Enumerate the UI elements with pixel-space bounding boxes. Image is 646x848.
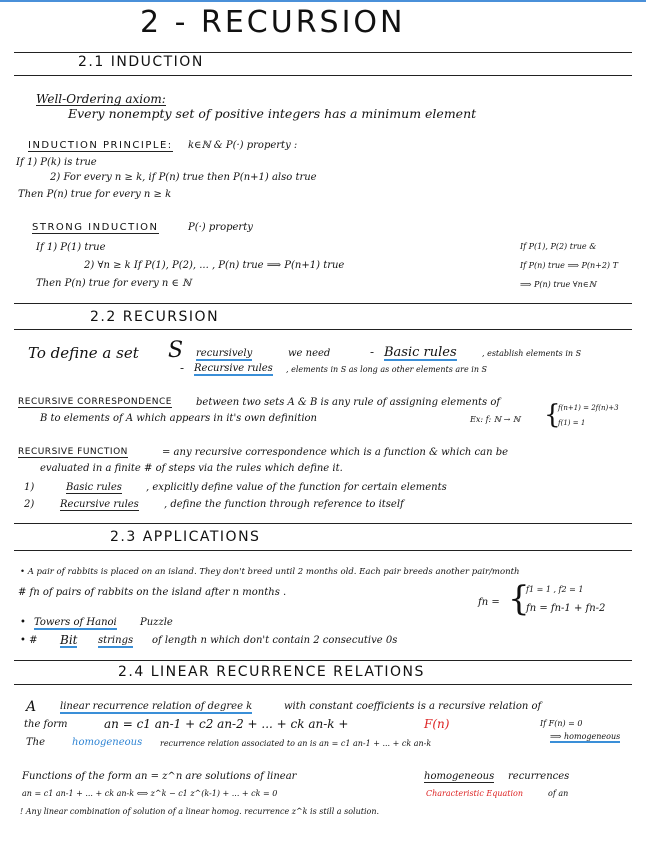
fn-case-2: fn = fn-1 + fn-2	[526, 603, 606, 614]
section-heading-linear: 2.4 LINEAR RECURRENCE RELATIONS	[118, 664, 425, 680]
app-bullet-3-hanoi: Towers of Hanoi	[34, 617, 117, 628]
ip-given: k∈ℕ & P(·) property :	[188, 140, 298, 151]
def-text-a: To define a set	[28, 344, 139, 362]
rc-brace: {	[544, 400, 561, 430]
fn-form-text: Functions of the form an = z^n are solutions of linear	[22, 771, 297, 782]
recursive-rules-desc: , elements in S as long as other elements are in S	[286, 365, 488, 374]
section-rule	[14, 52, 632, 53]
si-line-2: 2) ∀n ≥ k If P(1), P(2), ... , P(n) true ⟹ P(n+1) true	[84, 260, 345, 271]
rc-title: RECURSIVE CORRESPONDENCE	[18, 397, 172, 407]
si-line-3: Then P(n) true for every n ∈ ℕ	[36, 278, 192, 289]
section-rule	[14, 75, 632, 76]
rf-item-1-num: 1)	[24, 482, 35, 493]
si-line-1: If 1) P(1) true	[36, 242, 106, 253]
app-bullet-3-post: Puzzle	[140, 617, 173, 628]
rc-text-1: between two sets A & B is any rule of assigning elements of	[196, 397, 501, 408]
lr-definition	[60, 702, 252, 712]
app-bullet-1: • A pair of rabbits is placed on an island. They don't breed until 2 months old. Each pair breeds another pair/month	[20, 567, 520, 577]
rf-item-1-text: , explicitly define value of the function for certain elements	[146, 482, 447, 493]
rf-item-2-label: Recursive rules	[60, 499, 139, 510]
top-border	[0, 0, 646, 2]
basic-rules-desc: , establish elements in S	[482, 349, 582, 358]
section-rule	[14, 523, 632, 524]
app-bullet-4-bit: Bit	[60, 633, 78, 647]
rf-item-2-text: , define the function through reference to itself	[164, 499, 404, 510]
app-bullet-2: # fn of pairs of rabbits on the island after n months .	[18, 587, 287, 598]
rf-item-2-num: 2)	[24, 499, 35, 510]
wo-text: Every nonempty set of positive integers has a minimum element	[68, 106, 477, 121]
def-we-need: we need	[288, 348, 331, 359]
ip-line-3: Then P(n) true for every n ≥ k	[18, 189, 172, 200]
app-bullet-4-post: of length n which don't contain 2 consecutive 0s	[152, 635, 398, 646]
ip-title: INDUCTION PRINCIPLE:	[28, 140, 173, 151]
lr-hom-rest: recurrence relation associated to an is an = c1 an-1 + ... + ck an-k	[160, 739, 432, 748]
rf-text-2: evaluated in a finite # of steps via the rules which define it.	[40, 463, 343, 474]
si-side-2: If P(n) true ⟹ P(n+2) T	[520, 261, 618, 270]
section-heading-induction: 2.1 INDUCTION	[78, 54, 204, 70]
page-title: 2 - RECURSION	[140, 5, 406, 40]
dash-1: -	[370, 345, 375, 359]
lr-form-fn: F(n)	[424, 717, 450, 731]
def-recursively: recursively	[196, 348, 253, 359]
section-rule	[14, 684, 632, 685]
lr-hom-word: homogeneous	[72, 737, 143, 748]
section-heading-recursion: 2.2 RECURSION	[90, 309, 220, 325]
char-eq-line: an = c1 an-1 + ... + ck an-k ⟺ z^k − c1 z^(k-1) + ... + ck = 0	[22, 789, 278, 798]
lr-form-label: the form	[24, 719, 68, 730]
rc-example: Ex: f: ℕ → ℕ	[470, 415, 521, 424]
si-given: P(·) property	[188, 222, 253, 233]
lr-side-hom	[550, 733, 620, 741]
rc-text-2: B to elements of A which appears in it's own definition	[40, 413, 318, 424]
rc-case-1: f(n+1) = 2f(n)+3	[558, 404, 619, 412]
lr-form-eq: an = c1 an-1 + c2 an-2 + ... + ck an-k +	[104, 717, 349, 731]
rf-item-1-label: Basic rules	[66, 482, 122, 493]
linear-combination-note: ! Any linear combination of solution of a linear homog. recurrence z^k is still a solution.	[20, 807, 380, 816]
ip-line-1: If 1) P(k) is true	[16, 157, 97, 168]
si-side-3: ⟹ P(n) true ∀n∈ℕ	[520, 280, 597, 289]
lr-hom-the: The	[26, 737, 46, 748]
section-rule	[14, 303, 632, 304]
fn-lhs: fn =	[478, 597, 500, 608]
si-title: STRONG INDUCTION	[32, 222, 159, 233]
section-rule	[14, 329, 632, 330]
char-eq-label: Characteristic Equation	[426, 789, 523, 798]
app-bullet-4-strings: strings	[98, 635, 134, 646]
fn-brace: {	[508, 579, 530, 619]
def-set-s: S	[168, 338, 184, 363]
app-bullet-3-dot: •	[20, 617, 26, 628]
fn-form-hom: homogeneous	[424, 771, 495, 782]
lr-term: linear recurrence relation of degree k	[60, 701, 253, 712]
rc-case-2: f(1) = 1	[558, 419, 586, 427]
dash-2: -	[180, 361, 185, 375]
wo-title: Well-Ordering axiom:	[36, 92, 166, 106]
fn-case-1: f1 = 1 , f2 = 1	[526, 585, 584, 594]
char-eq-of: of an	[548, 789, 569, 798]
lr-side-hom-text: ⟹ homogeneous	[550, 732, 621, 741]
si-side-1: If P(1), P(2) true &	[520, 242, 597, 251]
section-rule	[14, 550, 632, 551]
section-heading-applications: 2.3 APPLICATIONS	[110, 529, 261, 545]
lr-side-if: If F(n) = 0	[540, 719, 583, 728]
lr-a: A	[26, 699, 37, 715]
basic-rules-label: Basic rules	[384, 345, 457, 360]
app-bullet-4-pre: • #	[20, 635, 38, 646]
rf-text-1: = any recursive correspondence which is a function & which can be	[162, 447, 509, 458]
recursive-rules-label: Recursive rules	[194, 363, 273, 374]
fn-form-rec: recurrences	[508, 771, 570, 782]
ip-line-2: 2) For every n ≥ k, if P(n) true then P(n+1) also true	[50, 172, 317, 183]
rf-title: RECURSIVE FUNCTION	[18, 447, 128, 457]
section-rule	[14, 660, 632, 661]
lr-definition-rest: with constant coefficients is a recursive relation of	[284, 701, 542, 712]
